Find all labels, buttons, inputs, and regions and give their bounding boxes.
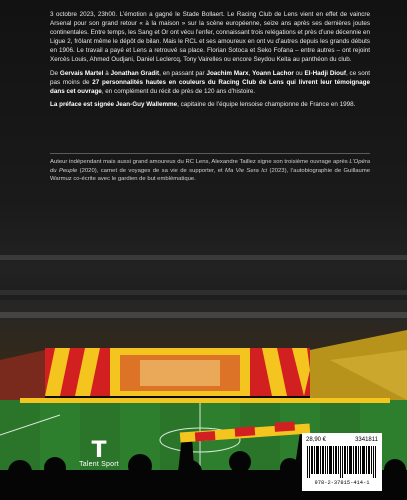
blurb-paragraph-1: 3 octobre 2023, 23h00. L’émotion a gagné le Stade Bollaert. Le Racing Club de Lens vient en effet de vaincre Arsenal pour son grand retour « à la maison » sur la scène européenne, seize ans après ses dernières joutes continentales. Entre temps, les Sang et Or ont vécu l’enfer, connaissant trois relégations et près d’une décennie en Ligue 2, frôlant même le dépôt de bilan. Mais le RCL et ses amoureux en ont vu d’autres depuis les grands débuts en 1906. Le travail a payé et Lens a retrouvé sa place. Florian Sotoca et Seko Fofana – entre autres – ont rejoint Xercès Louis, Ahmed Oudjani, Daniel Leclercq, Tony Vairelles ou encore Seydou Keita au panthéon du club. [50,11,370,64]
blurb [50,10,370,113]
text-segment: (2023), l’autobiographie de Guillaume Warmuz co-écrite avec le gardien de but emblématique. [50,167,370,183]
name-jonathan-gradit: Jonathan Gradit [110,69,160,77]
book-title-ma-vie: Ma Vie Sera Ici [225,167,268,174]
author-bio [50,158,370,184]
divider [50,153,370,154]
text-segment: , en complément du récit de près de 120 ans d’histoire. [101,87,256,95]
text-segment: , ce sont pas moins de [50,69,370,86]
name-gervais-martel: Gervais Martel [59,69,104,77]
text-panel [0,0,407,200]
barcode-box [302,433,382,491]
name-yoann-lachor: Yoann Lachor [252,69,294,77]
highlight-27-personnalites: 27 personnalités hautes en couleurs du Racing Club de Lens qui livrent leur témoignage dans cet ouvrage [50,78,371,95]
publisher-logo [64,438,134,468]
blurb-paragraph-2 [50,69,370,96]
barcode [307,446,377,478]
product-code: 3341811 [355,437,378,443]
text-segment: ou [293,69,305,77]
publisher-name: Talent Sport [79,461,119,468]
blurb-preface [50,100,370,109]
preface-author: La préface est signée Jean-Guy Wallemme [50,100,178,108]
text-segment: , capitaine de l’équipe lensoise championne de France en 1998. [177,100,356,108]
price: 28,90 € [306,437,327,443]
text-segment: (2020), carnet de voyages de sa vie de supporter, et [77,167,226,174]
text-segment: Auteur indépendant mais aussi grand amoureux du RC Lens, Alexandre Taillez signe son troisième ouvrage après [50,159,350,165]
text-segment: De [50,69,60,77]
name-el-hadji-diouf: El-Hadji Diouf [304,69,346,77]
isbn: 978-2-37815-414-1 [314,480,370,486]
name-joachim-marx: Joachim Marx [206,69,249,77]
publisher-mark: T [91,438,107,463]
text-segment: , [248,69,253,77]
text-segment: , en passant par [159,69,207,77]
text-segment: à [103,69,111,77]
tifo-banner [45,348,310,396]
book-title-opera: L’Opéra du Peuple [50,159,370,174]
